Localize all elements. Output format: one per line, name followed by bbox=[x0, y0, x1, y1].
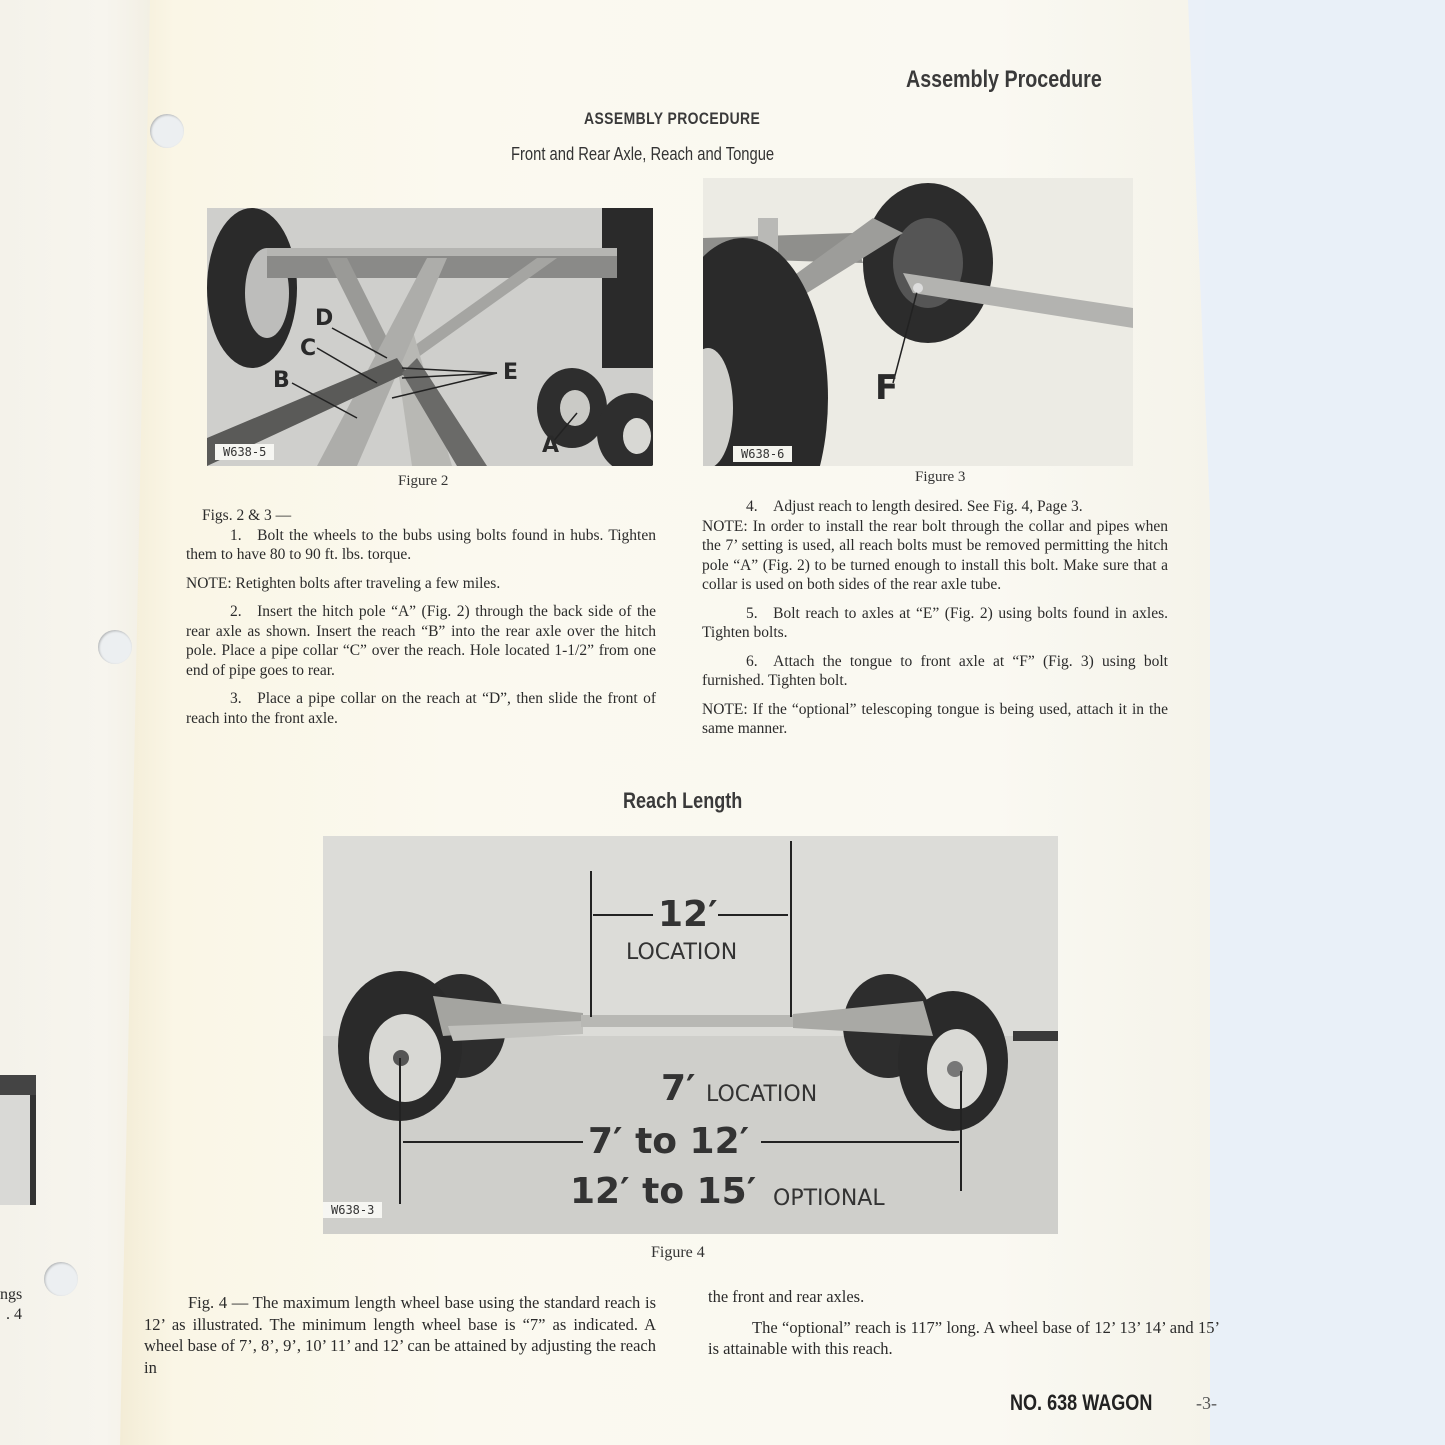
figure-3-code: W638-6 bbox=[733, 446, 792, 462]
note-rear-bolt: NOTE: In order to install the rear bolt through the collar and pipes when the 7’ setting is used, all reach bolts must be removed permitting the hitch pole “A” (Fig. 2) to be turned enough to install this bolt. Make sure that a collar is used on both sides of the rear axle tube. bbox=[702, 517, 1168, 593]
step-1: 1. Bolt the wheels to the bubs using bolts found in hubs. Tighten them to have 80 to 90 ft. lbs. torque. bbox=[186, 526, 656, 563]
figure-3-photo bbox=[703, 178, 1133, 466]
instructions-right-column bbox=[702, 497, 1168, 748]
label-7-feet: 7′ bbox=[661, 1068, 696, 1109]
label-12-feet: 12′ bbox=[658, 894, 718, 935]
dimension-line-left bbox=[590, 871, 592, 1017]
reach-paragraph-1: Fig. 4 — The maximum length wheel base using the standard reach is 12’ as illustrated. The minimum length wheel base is “7” as indicated. A wheel base of 7’, 8’, 9’, 10’ 11’ and 12’ can be attained by adjusting the reach in bbox=[144, 1293, 656, 1377]
figure-2-code: W638-5 bbox=[215, 444, 274, 460]
note-retighten: NOTE: Retighten bolts after traveling a few miles. bbox=[186, 574, 501, 592]
page-number: -3- bbox=[1196, 1393, 1217, 1413]
footer-title: NO. 638 WAGON bbox=[1010, 1390, 1153, 1415]
callout-f: F bbox=[875, 368, 899, 408]
dimension-line-right bbox=[790, 841, 792, 1017]
callout-e: E bbox=[503, 360, 519, 385]
callout-b: B bbox=[273, 368, 290, 393]
figure-3-caption: Figure 3 bbox=[915, 469, 966, 485]
step-4: 4. Adjust reach to length desired. See Fig. 4, Page 3. bbox=[746, 498, 1083, 515]
callout-a: A bbox=[542, 433, 560, 458]
binder-hole-middle bbox=[98, 630, 132, 664]
wagon-front-axle-illustration bbox=[703, 178, 1133, 466]
wheel-center-line-left bbox=[399, 1058, 401, 1204]
figure-4-photo bbox=[323, 836, 1058, 1234]
figure-4-code: W638-3 bbox=[323, 1202, 382, 1218]
previous-page-text-fragment: ngs . 4 bbox=[0, 1286, 23, 1323]
section-title: ASSEMBLY PROCEDURE bbox=[584, 109, 761, 128]
binder-hole-top bbox=[150, 114, 184, 148]
note-telescoping-tongue: NOTE: If the “optional” telescoping tongue is being used, attach it in the same manner. bbox=[702, 700, 1168, 737]
wheel-center-line-right bbox=[960, 1071, 962, 1191]
range-arrow-right bbox=[761, 1141, 959, 1143]
step-6: 6. Attach the tongue to front axle at “F” (Fig. 3) using bolt furnished. Tighten bolt. bbox=[702, 652, 1168, 689]
label-range-optional: 12′ to 15′ bbox=[570, 1171, 757, 1212]
reach-paragraph-2: The “optional” reach is 117” long. A wheel base of 12’ 13’ 14’ and 15’ is attainable with this reach. bbox=[708, 1317, 1220, 1358]
section-subtitle: Front and Rear Axle, Reach and Tongue bbox=[511, 144, 775, 164]
callout-c: C bbox=[300, 336, 317, 361]
figs-lead: Figs. 2 & 3 — bbox=[202, 507, 292, 524]
callout-d: D bbox=[315, 306, 334, 331]
step-2: 2. Insert the hitch pole “A” (Fig. 2) through the back side of the rear axle as shown. Insert the reach “B” into the rear axle over the hitch pole. Place a pipe collar “C” over the reach. Hole located 1-1/2” from one end of pipe goes to rear. bbox=[186, 603, 656, 679]
reach-length-title: Reach Length bbox=[623, 788, 743, 813]
instructions-left-column bbox=[186, 506, 656, 737]
table-surface bbox=[1205, 0, 1445, 1445]
wagon-rear-axle-illustration bbox=[207, 208, 653, 466]
reach-text-right bbox=[708, 1286, 1220, 1369]
figure-2-photo bbox=[207, 208, 653, 466]
figure-2-caption: Figure 2 bbox=[398, 473, 449, 489]
binder-hole-bottom bbox=[44, 1262, 78, 1296]
reach-paragraph-1-continued: the front and rear axles. bbox=[708, 1287, 865, 1306]
figure-4-caption: Figure 4 bbox=[651, 1244, 705, 1261]
running-header: Assembly Procedure bbox=[906, 66, 1102, 93]
label-optional: OPTIONAL bbox=[773, 1186, 885, 1211]
range-arrow-left bbox=[403, 1141, 583, 1143]
step-5: 5. Bolt reach to axles at “E” (Fig. 2) using bolts found in axles. Tighten bolts. bbox=[702, 604, 1168, 641]
label-12-location: LOCATION bbox=[626, 940, 738, 965]
dimension-arrow-12-right bbox=[718, 914, 788, 916]
step-3: 3. Place a pipe collar on the reach at “D”, then slide the front of reach into the front axle. bbox=[186, 690, 656, 727]
reach-text-left bbox=[144, 1292, 656, 1387]
previous-page-photo-fragment bbox=[0, 1075, 36, 1205]
label-7-location: LOCATION bbox=[706, 1082, 818, 1107]
label-range-standard: 7′ to 12′ bbox=[588, 1121, 750, 1162]
dimension-arrow-12-left bbox=[593, 914, 653, 916]
